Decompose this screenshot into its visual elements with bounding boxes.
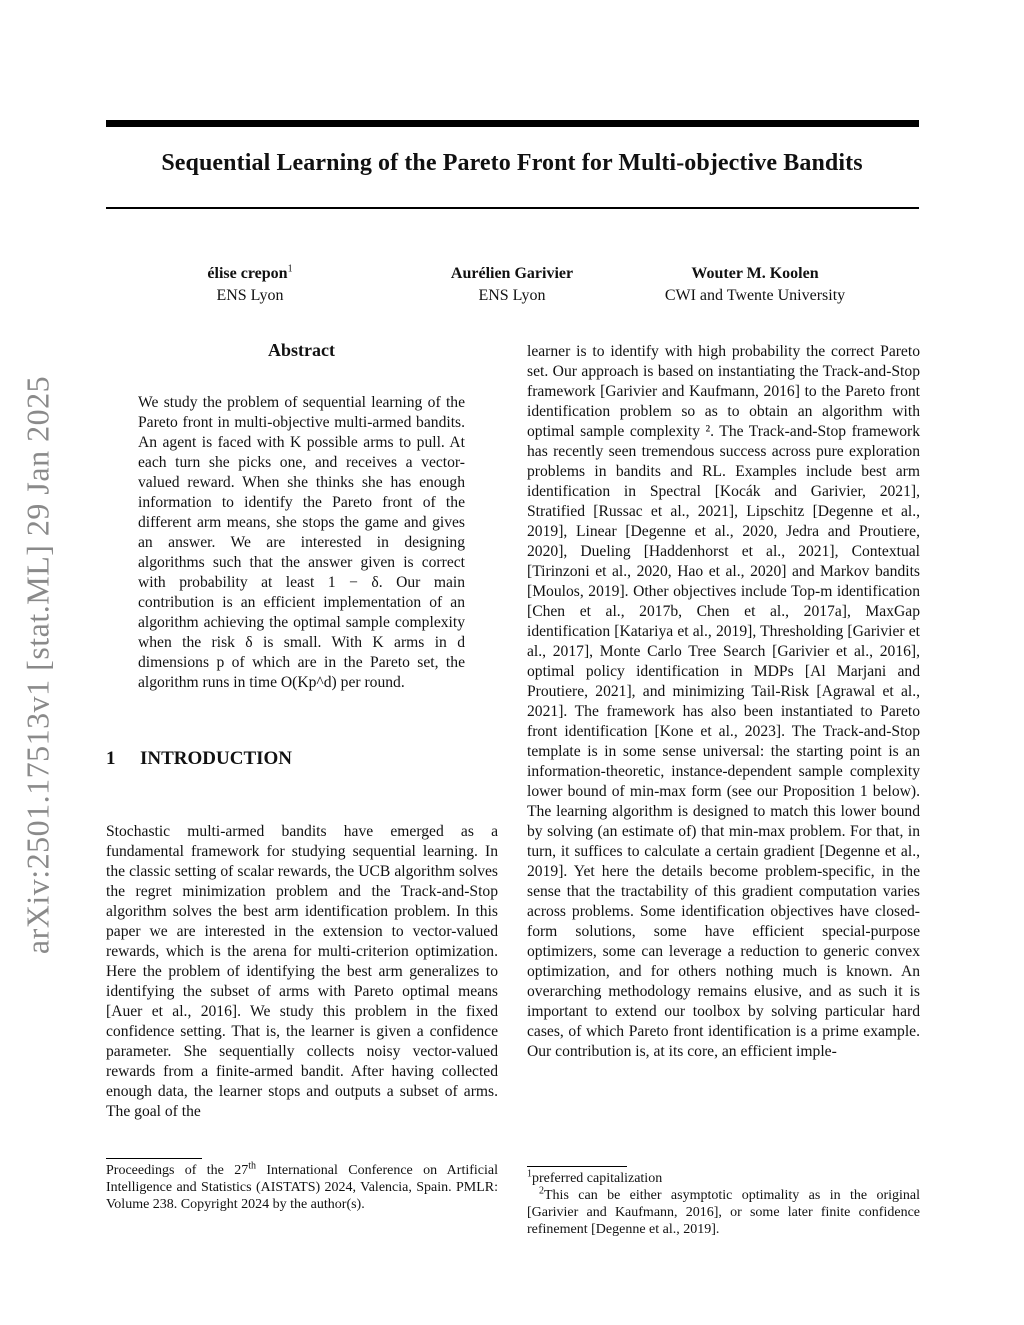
- author-name: élise crepon: [207, 265, 288, 282]
- footnote-text: Proceedings of the 27: [106, 1163, 249, 1178]
- abstract-text: We study the problem of sequential learning of the Pareto front in multi-objective multi-armed bandits. An agent is faced with K possible arms to pull. At each turn she picks one, and receives a vector-valued reward. When she thinks she has enough information to identify the Pareto front of the different arm means, she stops the game and gives an answer. We are interested in designing algorithms such that the answer given is correct with probability at least 1 − δ. Our main contribution is an efficient implementation of an algorithm achieving the optimal sample complexity when the risk δ is small. With K arms in d dimensions p of which are in the Pareto set, the algorithm runs in time O(Kp^d) per round.: [138, 394, 465, 691]
- footnote-1: [527, 1170, 920, 1187]
- footnote-sup: th: [248, 1160, 257, 1172]
- footnote-mark: 2: [539, 1185, 544, 1197]
- intro-paragraph: Stochastic multi-armed bandits have emerged as a fundamental framework for studying sequential learning. In the classic setting of scalar rewards, the UCB algorithm solves the regret minimization problem and the Track-and-Stop algorithm solves the best arm identification problem. In this paper we are interested in the extension to vector-valued rewards, which is the arena for multi-criterion optimization. Here the problem of identifying the best arm generalizes to identifying the subset of arms with Pareto optimal means [Auer et al., 2016]. We study this problem in the fixed confidence setting. That is, the learner is given a confidence parameter. She sequentially collects noisy vector-valued rewards from a finite-armed bandit. After having collected enough data, the learner stops and outputs a subset of arms. The goal of the: [106, 823, 498, 1120]
- author-name: Wouter M. Koolen: [691, 265, 819, 282]
- section-heading: [106, 748, 292, 770]
- proceedings-footnote: [106, 1162, 498, 1213]
- intro-paragraph-continued: learner is to identify with high probability the correct Pareto set. Our approach is based on instantiating the Track-and-Stop framework [Garivier and Kaufmann, 2016] to the Pareto front identification problem so as to obtain an algorithm with optimal sample complexity ². The Track-and-Stop framework has recently seen tremendous success across pure exploration problems in bandits and RL. Examples include best arm identification in Spectral [Kocák and Garivier, 2021], Stratified [Russac et al., 2021], Lipschitz [Degenne et al., 2019], Linear [Degenne et al., 2020, Jedra and Proutiere, 2020], Dueling [Haddenhorst et al., 2021], Contextual [Tirinzoni et al., 2020, Hao et al., 2020] and Markov bandits [Moulos, 2019]. Other objectives include Top-m identification [Chen et al., 2017b, Chen et al., 2017a], MaxGap identification [Katariya et al., 2019], Thresholding [Garivier et al., 2017], Monte Carlo Tree Search [Garivier et al., 2016], optimal policy identification in MDPs [Al Marjani and Proutiere, 2021], and minimizing Tail-Risk [Agrawal et al., 2021]. The framework has also been instantiated to Pareto front identification [Kone et al., 2023]. The Track-and-Stop template is in some sense universal: the starting point is an information-theoretic, instance-dependent sample complexity lower bound of min-max form (see our Proposition 1 below). The learning algorithm is designed to match this lower bound by solving (an estimate of) that min-max problem. For that, in turn, it suffices to calculate a certain gradient [Degenne et al., 2019]. Yet here the details become problem-specific, in the sense that the tractability of this gradient computation varies across problems. Some identification objectives have closed-form solutions, some have efficient special-purpose optimizers, some can leverage a reduction to generic convex optimization, and for others nothing much is known. An overarching methodology remains elusive, and as such it is important to extend our toolbox by solving particular hard cases, of which Pareto front identification is a prime example. Our contribution is, at its core, an efficient imple-: [527, 343, 920, 1060]
- footnote-text: This can be either asymptotic optimality as in the original [Garivier and Kaufmann, 2016], or some later finite confidence refinement [Degenne et al., 2019].: [527, 1188, 920, 1237]
- author-footnote-mark: 1: [287, 263, 293, 275]
- footnote-mark: 1: [527, 1168, 532, 1180]
- author-affiliation: CWI and Twente University: [664, 287, 846, 304]
- section-title: INTRODUCTION: [140, 748, 293, 769]
- title-bottom-rule: [106, 207, 919, 209]
- abstract-heading: Abstract: [268, 340, 335, 360]
- footnote-text-rest: International Conference on Artificial Intelligence and Statistics (AISTATS) 2024, Valencia, Spain. PMLR: Volume 238. Copyright 2024 by the author(s).: [106, 1163, 498, 1212]
- author-2: [392, 263, 632, 307]
- author-name: Aurélien Garivier: [450, 265, 574, 282]
- paper-title: Sequential Learning of the Pareto Front for Multi-objective Bandits: [161, 150, 863, 176]
- author-3: [630, 263, 880, 307]
- footnotes-right: [527, 1170, 920, 1238]
- author-1: [130, 263, 370, 307]
- section-number: 1: [106, 748, 116, 769]
- title-top-rule: [106, 120, 919, 127]
- arxiv-id: arXiv:2501.17513v1 [stat.ML] 29 Jan 2025: [19, 375, 56, 955]
- footnote-rule-left: [106, 1158, 202, 1159]
- footnote-rule-right: [527, 1166, 627, 1167]
- intro-right-column: [527, 342, 920, 1062]
- arxiv-sidebar: [8, 355, 68, 975]
- footnote-2: [527, 1187, 920, 1238]
- footnote-text: preferred capitalization: [532, 1171, 663, 1186]
- author-affiliation: ENS Lyon: [478, 287, 546, 304]
- author-affiliation: ENS Lyon: [216, 287, 284, 304]
- intro-left-column: [106, 822, 498, 1122]
- abstract-body: [138, 393, 465, 693]
